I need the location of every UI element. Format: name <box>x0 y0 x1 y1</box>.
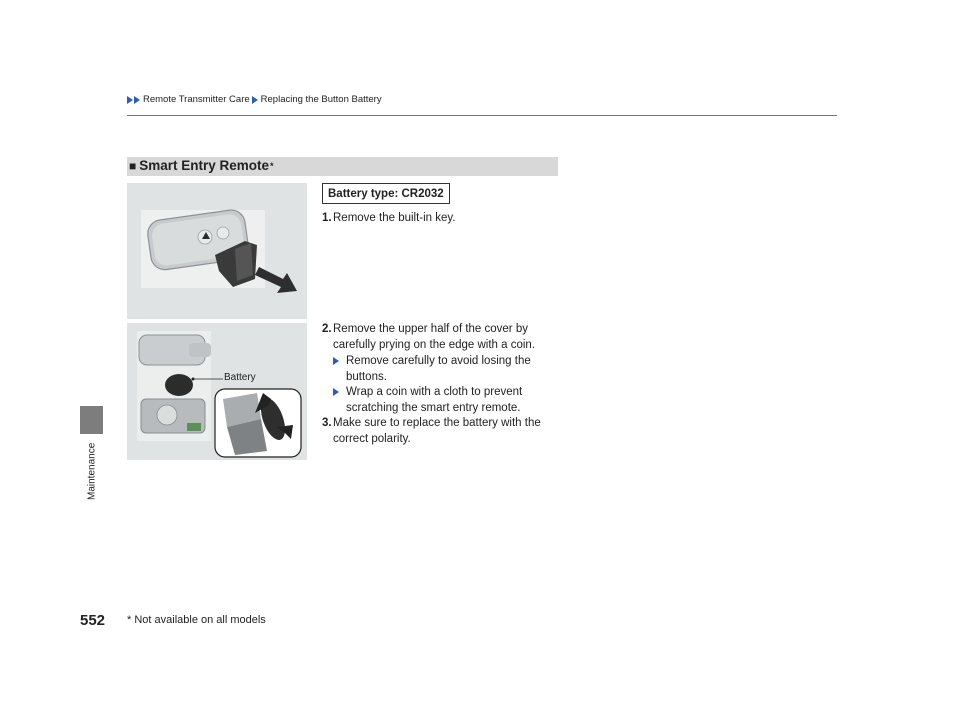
substep-2 <box>333 384 563 416</box>
footnote: * Not available on all models <box>127 614 266 626</box>
step-2 <box>322 321 562 353</box>
substep-text: Wrap a coin with a cloth to prevent scratching the smart entry remote. <box>346 386 523 414</box>
section-title-text: Smart Entry Remote <box>139 158 270 173</box>
footnote-marker: * <box>270 160 274 171</box>
step-3 <box>322 415 562 447</box>
header-rule <box>127 115 837 116</box>
step-1 <box>322 210 562 226</box>
substep-1 <box>333 353 563 385</box>
step-number: 2. <box>322 323 332 335</box>
breadcrumb-arrow-icon <box>127 96 133 104</box>
battery-type-badge: Battery type: CR2032 <box>322 183 450 204</box>
figure-open-cover <box>127 323 307 460</box>
substep-arrow-icon <box>333 388 339 396</box>
step-number: 3. <box>322 417 332 429</box>
breadcrumb-arrow-icon <box>134 96 140 104</box>
substep-text: Remove carefully to avoid losing the buttons. <box>346 355 531 383</box>
side-tab-marker <box>80 406 103 434</box>
side-tab-label: Maintenance <box>86 442 98 500</box>
step-text: Remove the built-in key. <box>333 212 456 224</box>
battery-callout-label: Battery <box>224 372 256 383</box>
figure-remove-key <box>127 183 307 319</box>
step-text: Remove the upper half of the cover by carefully prying on the edge with a coin. <box>333 323 536 351</box>
breadcrumb-item[interactable]: Replacing the Button Battery <box>260 94 382 105</box>
page-number: 552 <box>80 612 106 629</box>
section-square-icon: ■ <box>129 158 137 173</box>
breadcrumb-arrow-icon <box>252 96 258 104</box>
step-number: 1. <box>322 212 332 224</box>
section-title <box>129 158 274 173</box>
breadcrumb <box>127 94 382 105</box>
remote-key-illustration <box>127 183 307 319</box>
breadcrumb-item[interactable]: Remote Transmitter Care <box>143 94 250 105</box>
substep-arrow-icon <box>333 357 339 365</box>
step-text: Make sure to replace the battery with the correct polarity. <box>333 417 541 445</box>
remote-battery-illustration <box>127 323 307 460</box>
